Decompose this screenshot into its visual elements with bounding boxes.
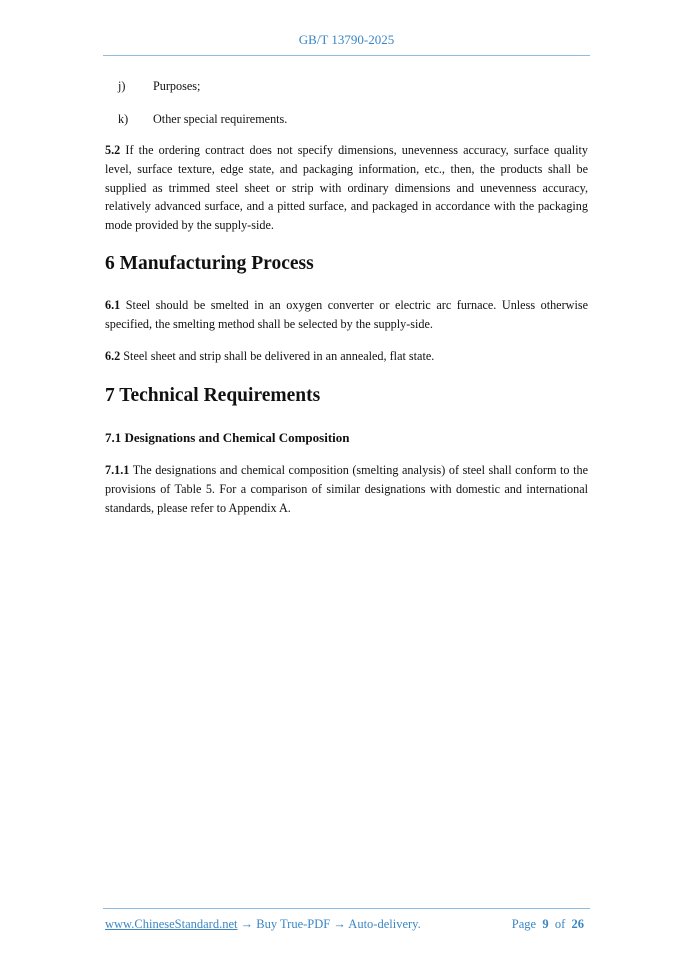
- clause-text: The designations and chemical composition (smelting analysis) of steel shall conform to the provisions of Table 5. For a comparison of similar designations with domestic and international standards, please refer to Appendix A.: [105, 463, 588, 515]
- list-text: Purposes;: [153, 79, 201, 93]
- page-indicator: [512, 917, 584, 932]
- section-6-heading: 6 Manufacturing Process: [105, 253, 314, 274]
- clause-7-1-1: [105, 461, 588, 517]
- section-7-heading: 7 Technical Requirements: [105, 385, 321, 406]
- list-text: Other special requirements.: [153, 112, 288, 126]
- clause-5-2: [105, 141, 588, 235]
- list-item: [118, 79, 201, 94]
- clause-number: 7.1.1: [105, 463, 130, 477]
- clause-6-1: [105, 296, 588, 334]
- page-label: Page: [511, 917, 537, 931]
- header-divider: [103, 55, 590, 56]
- footer-promo: → Buy True-PDF → Auto-delivery.: [237, 917, 421, 931]
- subsection-7-1-heading: 7.1 Designations and Chemical Composition: [105, 430, 350, 445]
- clause-number: 5.2: [105, 143, 121, 157]
- clause-number: 6.2: [105, 349, 121, 363]
- header-doc-id: GB/T 13790-2025: [298, 32, 395, 47]
- clause-text: Steel sheet and strip shall be delivered in an annealed, flat state.: [120, 349, 435, 363]
- page-total: 26: [571, 917, 584, 931]
- clause-text: Steel should be smelted in an oxygen converter or electric arc furnace. Unless otherwise specified, the smelting method shall be selected by the supply-side.: [105, 298, 588, 331]
- website-link[interactable]: www.ChineseStandard.net: [105, 917, 238, 931]
- list-item: [118, 112, 288, 127]
- footer: [105, 917, 588, 932]
- of-label: of: [554, 917, 566, 931]
- page-number: 9: [542, 917, 549, 931]
- clause-text: If the ordering contract does not specify dimensions, unevenness accuracy, surface quality level, surface texture, edge state, and packaging information, etc., then, the products shall be supplied as trimmed steel sheet or strip with ordinary dimensions and unevenness accuracy, relatively advanced surface, and a pitted surface, and packaged in accordance with the packaging mode provided by the supply-side.: [105, 143, 588, 233]
- list-marker: j): [118, 79, 126, 93]
- footer-divider: [103, 908, 590, 909]
- clause-6-2: [105, 347, 588, 366]
- list-marker: k): [118, 112, 129, 126]
- clause-number: 6.1: [105, 298, 121, 312]
